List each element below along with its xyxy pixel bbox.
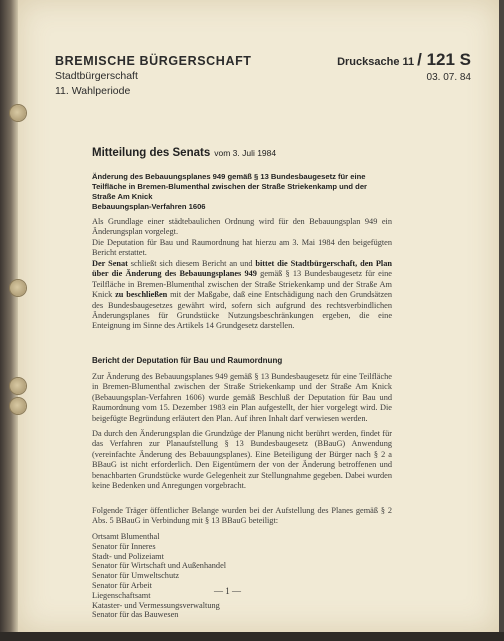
p3-text-2: gemäß § 13 Bundesbaugesetz für eine Teilfläche in Bremen-Blumenthal zwischen der Straße Striekenkamp und der Straße Am Knick <box>92 269 392 300</box>
paragraph-2: Die Deputation für Bau und Raumordnung hat hierzu am 3. Mai 1984 den beigefügten Bericht erstattet. <box>92 238 392 258</box>
drucksache-label: Drucksache 11 <box>337 56 415 68</box>
punch-hole <box>10 398 26 414</box>
title-main: Mitteilung des Senats <box>92 147 211 159</box>
p3-bold-senat: Der Senat <box>92 259 128 268</box>
list-item: Senator für Arbeit <box>92 580 152 590</box>
list-item: Ortsamt Blumenthal <box>92 532 160 541</box>
report-paragraph-3: Folgende Träger öffentlicher Belange wurden bei der Aufstellung des Planes gemäß § 2 Abs. 5 BBauG in Verbindung mit § 13 BBauG beteiligt: <box>92 506 392 526</box>
list-item: Senator für das Bauwesen <box>92 610 179 620</box>
header-reference <box>337 50 471 83</box>
list-item: Senator für Inneres <box>92 541 156 551</box>
punch-hole <box>10 280 26 296</box>
list-item: Stadt- und Polizeiamt <box>92 551 164 561</box>
org-name: BREMISCHE BÜRGERSCHAFT <box>55 54 252 68</box>
subject: Änderung des Bebauungsplanes 949 gemäß § 13 Bundesbaugesetz für eine Teilfläche in Bremen-Blumenthal zwischen der Straße Striekenkamp und der Straße Am Knick <box>92 172 367 201</box>
agency-list <box>92 532 226 620</box>
header-institution <box>55 54 252 98</box>
list-item: Kataster- und Vermessungsverwaltung <box>92 600 220 610</box>
list-item: Liegenschaftsamt <box>92 590 151 600</box>
org-sub1: Stadtbürgerschaft <box>55 70 138 82</box>
drucksache <box>337 50 471 70</box>
binding-edge <box>0 0 18 641</box>
punch-hole <box>10 105 26 121</box>
page-number: — 1 — <box>214 586 241 596</box>
drucksache-number: / 121 S <box>417 50 471 69</box>
list-item: Senator für Umweltschutz <box>92 571 180 581</box>
p3-text-3: mit der Maßgabe, daß eine Entschädigung nach den Grundsätzen des Bundesbaugesetzes gewährt wird, sofern sich aufgrund des rechtsverbindlichen Änderungsplanes für Grundstücke Nutzungsbeschränkungen ergeben, die eine Enteignung im Sinne des Artikels 14 Grundgesetz darstellen. <box>92 290 392 331</box>
scan-border <box>0 632 504 641</box>
org-sub2: 11. Wahlperiode <box>55 85 131 97</box>
plan-procedure: Bebauungsplan-Verfahren 1606 <box>92 202 206 211</box>
report-paragraph-1: Zur Änderung des Bebauungsplanes 949 gemäß § 13 Bundesbaugesetz für eine Teilfläche in Bremen-Blumenthal zwischen der Straße Striekenkamp und der Straße Am Knick (Bebauungsplan-Verfahren 1606) wurde gemäß Beschluß der Deputation für Bau und Raumordnung vom 15. Dezember 1983 ein Plan aufgestellt, der hier vorgelegt wird. Die beigefügte Begründung erläutert den Plan. Auf ihren Inhalt darf verwiesen werden. <box>92 372 392 423</box>
p3-bold-decide: zu beschließen <box>115 290 168 300</box>
document-date: 03. 07. 84 <box>426 72 471 83</box>
list-item: Senator für Wirtschaft und Außenhandel <box>92 561 227 571</box>
title-date: vom 3. Juli 1984 <box>214 148 277 158</box>
p3-text-1: schließt sich diesem Bericht an und <box>127 259 256 268</box>
p3-bold-request: bittet die Stadtbürgerschaft, den Plan über die Änderung des Bebauungsplanes 949 <box>92 259 392 279</box>
section-title: Bericht der Deputation für Bau und Raumordnung <box>92 356 283 365</box>
document-title <box>92 143 276 161</box>
punch-hole <box>10 378 26 394</box>
report-paragraph-2: Da durch den Änderungsplan die Grundzüge der Planung nicht berührt werden, findet für das Verfahren zur Planaufstellung § 13 Bundesbaugesetz (BBauG) Anwendung (vereinfachte Änderung des Bebauungsplanes). Eine Beteiligung der Bürger nach § 2 a BBauG ist nicht erforderlich. Den Eigentümern der von der Änderung betroffenen und benachbarten Grundstücke wurde Gelegenheit zur Stellungnahme gegeben. Dabei wurden keine Bedenken und Anregungen vorgebracht. <box>92 429 392 491</box>
paragraph-3 <box>92 259 392 332</box>
paragraph-1: Als Grundlage einer städtebaulichen Ordnung wird für den Bebauungsplan 949 ein Änderungsplan vorgelegt. <box>92 217 392 237</box>
